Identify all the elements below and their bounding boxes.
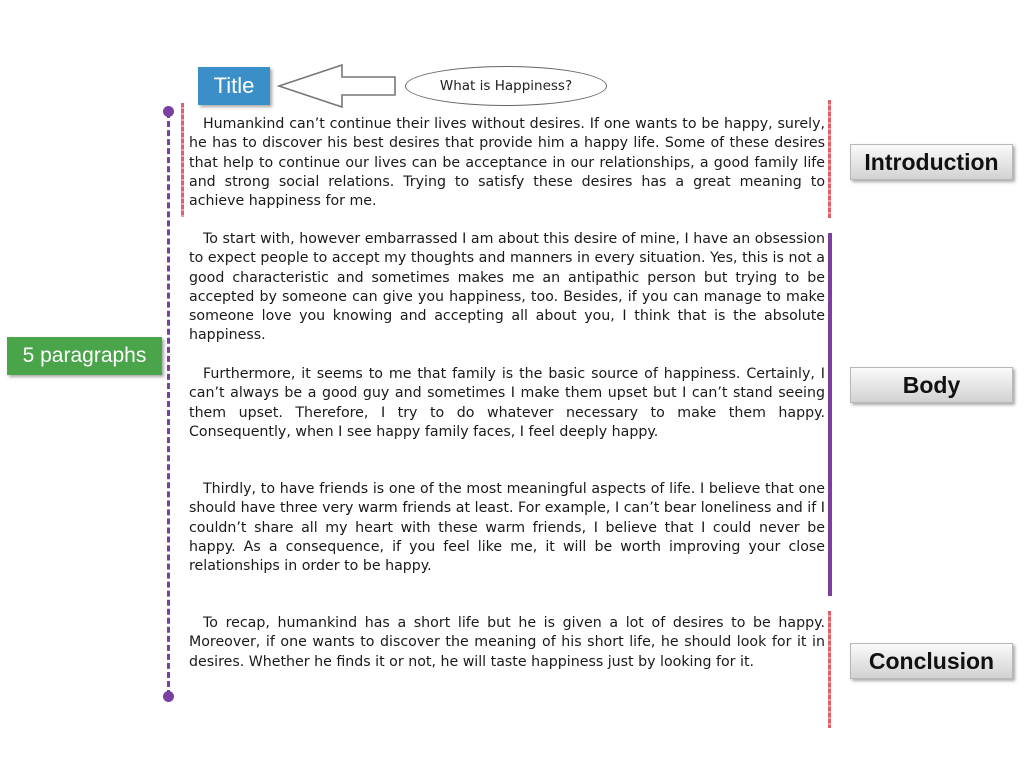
body-label: Body [850, 367, 1013, 403]
left-arrow-icon [276, 62, 400, 110]
intro-left-bracket [181, 103, 184, 217]
question-text: What is Happiness? [439, 78, 573, 94]
title-badge: Title [198, 67, 270, 105]
introduction-label: Introduction [850, 144, 1013, 180]
paragraph-body-3: Thirdly, to have friends is one of the most meaningful aspects of life. I believe that one should have three very warm friends at least. For example, I can’t bear loneliness and if I couldn’t share all my heart with these warm friends, I believe that I could never be happy. As a consequence, if you feel like me, it will be worth improving your close relationships in order to be happy. [189, 481, 825, 575]
line-top-dot [163, 106, 174, 117]
intro-right-bracket [828, 100, 831, 218]
paragraphs-count-badge: 5 paragraphs [7, 337, 162, 375]
conclusion-right-bracket [828, 611, 831, 728]
paragraph-conclusion: To recap, humankind has a short life but he is given a lot of desires to be happy. Moreover, if one wants to discover the meaning of his short life, he should look for it in desires. Whether he finds it or not, he will taste happiness just by looking for it. [189, 615, 825, 670]
conclusion-label: Conclusion [850, 643, 1013, 679]
question-ellipse [405, 66, 607, 106]
line-bottom-dot [163, 691, 174, 702]
paragraph-introduction: Humankind can’t continue their lives without desires. If one wants to be happy, surely, he has to discover his best desires that provide him a happy life. Some of these desires that help to continue our lives can be acceptance in our relationships, a good family life and strong social relations. Trying to satisfy these desires has a great meaning to achieve happiness for me. [189, 116, 825, 210]
paragraphs-dashed-line [167, 112, 170, 696]
paragraph-body-2: Furthermore, it seems to me that family is the basic source of happiness. Certainly, I can’t always be a good guy and sometimes I make them upset but I can’t stand seeing them upset. Therefore, I try to do whatever necessary to make them happy. Consequently, when I see happy family faces, I feel deeply happy. [189, 366, 825, 440]
paragraph-body-1: To start with, however embarrassed I am about this desire of mine, I have an obsession to expect people to accept my thoughts and manners in every situation. Yes, this is not a good characteristic and sometimes makes me an antipathic person but trying to be accepted by someone can give you happiness, too. Besides, if you can manage to make someone love you knowing and accepting all about you, I think that is the absolute happiness. [189, 231, 825, 344]
body-right-bracket [828, 233, 832, 596]
